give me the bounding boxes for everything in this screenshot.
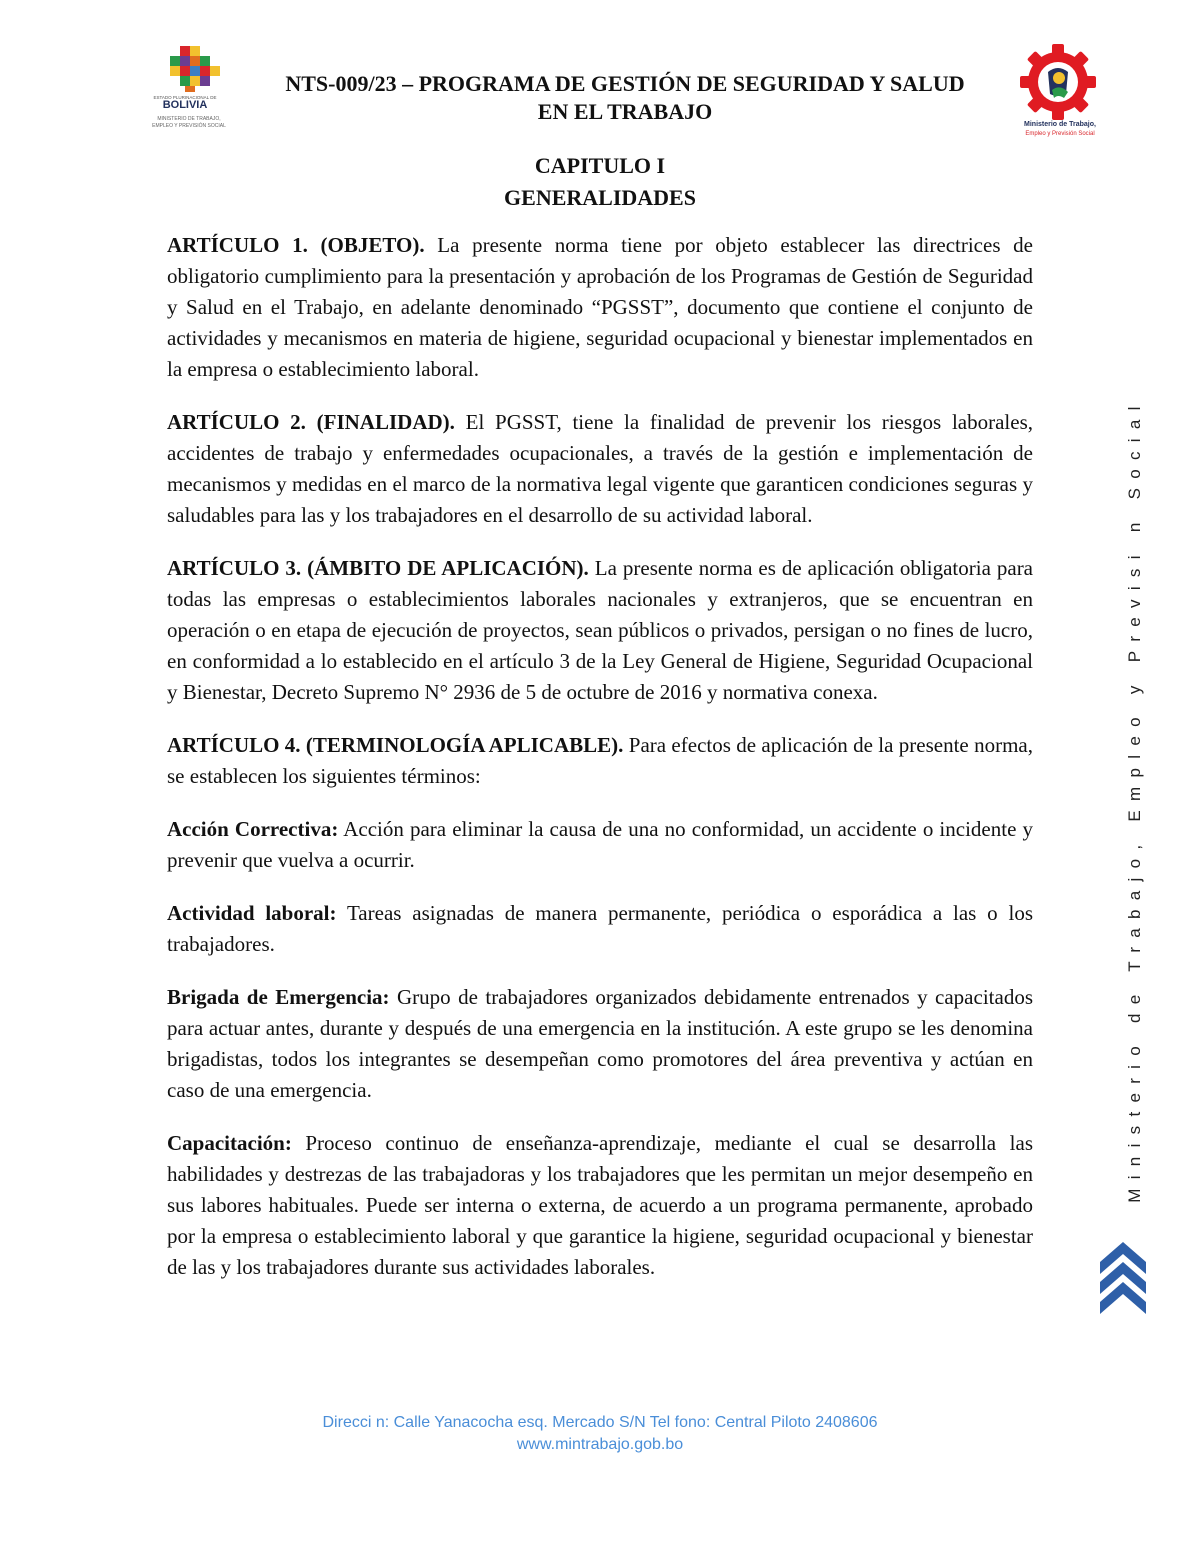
- article-heading: ARTÍCULO 4. (TERMINOLOGÍA APLICABLE).: [167, 733, 624, 757]
- vertical-sidebar: [1125, 397, 1144, 1203]
- article-2: [167, 407, 1033, 531]
- chapter-title: GENERALIDADES: [504, 185, 696, 210]
- bolivia-logo-main-text: BOLIVIA: [162, 99, 208, 111]
- page-footer: [200, 1412, 1000, 1456]
- article-text: La presente norma tiene por objeto establecer las directrices de obligatorio cumplimiento para la presentación y aprobación de los Programas de Gestión de Seguridad y Salud en el Trabajo, en adelante denominado “PGSST”, documento que contiene el conjunto de actividades y mecanismos en materia de higiene, seguridad ocupacional y bienestar implementados en la empresa o establecimiento laboral.: [167, 233, 1033, 381]
- definition-term: Actividad laboral:: [167, 901, 337, 925]
- vertical-ministry-text: Ministerio de Trabajo, Empleo y Previsi n Social: [1125, 397, 1144, 1203]
- ministry-gear-logo-icon: [1008, 42, 1108, 142]
- definition-accion-correctiva: [167, 814, 1033, 876]
- bolivia-logo: [145, 40, 245, 140]
- article-text: El PGSST, tiene la finalidad de prevenir los riesgos laborales, accidentes de trabajo y enfermedades ocupacionales, a través de la gestión e implementación de mecanismos y medidas en el marco de la normativa legal vigente que garanticen condiciones seguras y saludables para las y los trabajadores en el desarrollo de su actividad laboral.: [167, 410, 1034, 527]
- bolivia-logo-sub-text-2: EMPLEO Y PREVISIÓN SOCIAL: [152, 123, 226, 129]
- bolivia-logo-sub-text-1: MINISTERIO DE TRABAJO,: [157, 116, 221, 122]
- definition-text: Acción para eliminar la causa de una no conformidad, un accidente o incidente y prevenir que vuelva a ocurrir.: [167, 817, 1033, 872]
- article-3: [167, 553, 1033, 708]
- chevron-up-icon: [1098, 1238, 1148, 1314]
- footer-website-link[interactable]: www.mintrabajo.gob.bo: [516, 1436, 684, 1453]
- ministry-logo: [1008, 42, 1108, 142]
- bolivia-logo-top-text: ESTADO PLURINACIONAL DE: [153, 95, 217, 100]
- definition-brigada-emergencia: [167, 982, 1033, 1106]
- document-title: [250, 70, 1000, 126]
- article-1: [167, 230, 1033, 385]
- ministry-logo-text-2: Empleo y Previsión Social: [1025, 131, 1095, 137]
- document-body: [167, 230, 1033, 1305]
- bolivia-state-logo-icon: [145, 40, 245, 140]
- definition-text: Tareas asignadas de manera permanente, periódica o esporádica a las o los trabajadores.: [167, 901, 1034, 956]
- chapter-number: CAPITULO I: [534, 153, 666, 178]
- document-title-line-1: NTS-009/23 – PROGRAMA DE GESTIÓN DE SEGURIDAD Y SALUD: [285, 71, 965, 96]
- chapter-heading: [167, 150, 1033, 214]
- definition-text: Grupo de trabajadores organizados debidamente entrenados y capacitados para actuar antes, durante y después de una emergencia en la institución. A este grupo se les denomina brigadistas, todos los integrantes se desempeñan como promotores del área preventiva y actúan en caso de una emergencia.: [167, 985, 1033, 1102]
- definition-term: Capacitación:: [167, 1131, 292, 1155]
- article-heading: ARTÍCULO 2. (FINALIDAD).: [167, 410, 455, 434]
- document-title-line-2: EN EL TRABAJO: [537, 99, 713, 124]
- definition-term: Brigada de Emergencia:: [167, 985, 390, 1009]
- article-text: La presente norma es de aplicación obligatoria para todas las empresas o establecimientos laborales nacionales y extranjeros, que se encuentran en operación o en etapa de ejecución de proyectos, sean públicos o privados, persigan o no fines de lucro, en conformidad a lo establecido en el artículo 3 de la Ley General de Higiene, Seguridad Ocupacional y Bienestar, Decreto Supremo N° 2936 de 5 de octubre de 2016 y normativa conexa.: [167, 556, 1034, 704]
- definition-text: Proceso continuo de enseñanza-aprendizaje, mediante el cual se desarrolla las habilidades y destrezas de las trabajadoras y los trabajadores que les permitan un mejor desempeño en sus labores habituales. Puede ser interna o externa, de acuerdo a un programa permanente, aprobado por la empresa o establecimiento laboral y que garantice la higiene, seguridad ocupacional y bienestar de las y los trabajadores durante sus actividades laborales.: [167, 1131, 1033, 1279]
- article-heading: ARTÍCULO 3. (ÁMBITO DE APLICACIÓN).: [167, 556, 589, 580]
- ministry-logo-text-1: Ministerio de Trabajo,: [1024, 121, 1096, 128]
- footer-address: Direcci n: Calle Yanacocha esq. Mercado S/N Tel fono: Central Piloto 2408606: [322, 1414, 878, 1431]
- definition-actividad-laboral: [167, 898, 1033, 960]
- article-heading: ARTÍCULO 1. (OBJETO).: [167, 233, 425, 257]
- definition-capacitacion: [167, 1128, 1033, 1283]
- article-text: Para efectos de aplicación de la presente norma, se establecen los siguientes términos:: [167, 733, 1033, 788]
- article-4: [167, 730, 1033, 792]
- definition-term: Acción Correctiva:: [167, 817, 339, 841]
